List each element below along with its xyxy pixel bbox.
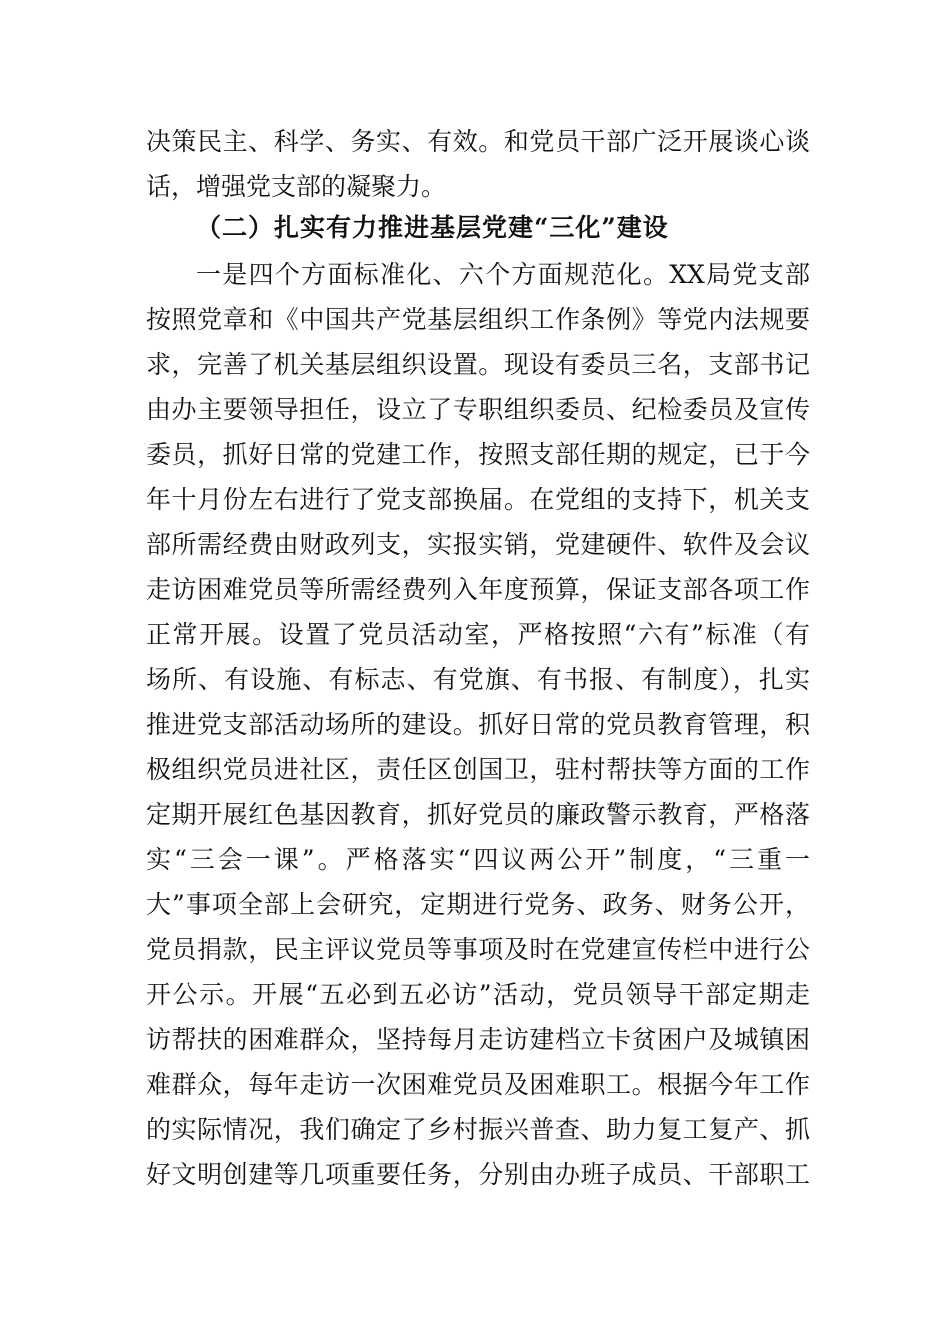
body-line-12: 极组织党员进社区，责任区创国卫，驻村帮扶等方面的工作: [146, 755, 810, 784]
body-line-14: 实“三会一课”。严格落实“四议两公开”制度，“三重一: [146, 845, 810, 874]
body-line-11: 推进党支部活动场所的建设。抓好日常的党员教育管理，积: [146, 710, 810, 739]
body-line-3: 求，完善了机关基层组织设置。现设有委员三名，支部书记: [146, 350, 810, 379]
body-line-4: 由办主要领导担任，设立了专职组织委员、纪检委员及宣传: [146, 395, 810, 424]
body-line-18: 访帮扶的困难群众，坚持每月走访建档立卡贫困户及城镇困: [146, 1025, 810, 1054]
body-line-6: 年十月份左右进行了党支部换届。在党组的支持下，机关支: [146, 485, 810, 514]
body-line-9: 正常开展。设置了党员活动室，严格按照“六有”标准（有: [146, 620, 810, 649]
body-line-21: 好文明创建等几项重要任务，分别由办班子成员、干部职工: [146, 1160, 810, 1189]
body-line-7: 部所需经费由财政列支，实报实销，党建硬件、软件及会议: [146, 530, 810, 559]
body-line-19: 难群众，每年走访一次困难党员及困难职工。根据今年工作: [146, 1070, 810, 1099]
body-line-1: 一是四个方面标准化、六个方面规范化。XX局党支部: [196, 260, 810, 289]
body-line-2: 按照党章和《中国共产党基层组织工作条例》等党内法规要: [146, 305, 810, 334]
intro-line-2: 话，增强党支部的凝聚力。: [146, 172, 447, 201]
body-line-13: 定期开展红色基因教育，抓好党员的廉政警示教育，严格落: [146, 800, 810, 829]
body-line-15: 大”事项全部上会研究，定期进行党务、政务、财务公开，: [146, 890, 810, 919]
body-line-8: 走访困难党员等所需经费列入年度预算，保证支部各项工作: [146, 575, 810, 604]
body-line-20: 的实际情况，我们确定了乡村振兴普查、助力复工复产、抓: [146, 1115, 810, 1144]
body-line-16: 党员捐款，民主评议党员等事项及时在党建宣传栏中进行公: [146, 935, 810, 964]
section-heading: （二）扎实有力推进基层党建“三化”建设: [196, 213, 669, 242]
body-line-10: 场所、有设施、有标志、有党旗、有书报、有制度），扎实: [146, 665, 810, 694]
body-line-5: 委员，抓好日常的党建工作，按照支部任期的规定，已于今: [146, 440, 810, 469]
body-line-17: 开公示。开展“五必到五必访”活动，党员领导干部定期走: [146, 980, 810, 1009]
intro-line-1: 决策民主、科学、务实、有效。和党员干部广泛开展谈心谈: [146, 127, 810, 156]
